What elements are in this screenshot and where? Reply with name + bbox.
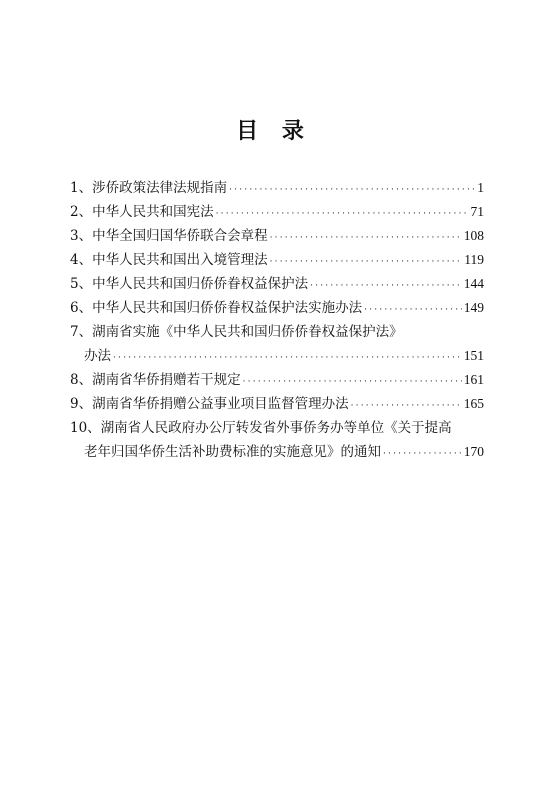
toc-entry-6[interactable] — [70, 296, 484, 320]
toc-entry-title-continued: 办法 — [84, 348, 111, 364]
toc-leader-dots — [364, 298, 462, 322]
toc-entry-number: 8、 — [70, 372, 93, 388]
toc-entry-9[interactable] — [70, 392, 484, 416]
toc-entry-title: 湖南省华侨捐赠公益事业项目监督管理办法 — [92, 396, 349, 412]
table-of-contents — [70, 176, 484, 464]
toc-leader-dots — [383, 442, 462, 466]
toc-entry-5[interactable] — [70, 272, 484, 296]
toc-entry-page: 170 — [463, 444, 484, 459]
toc-entry-page: 165 — [463, 396, 484, 411]
toc-entry-title: 中华人民共和国出入境管理法 — [92, 252, 268, 268]
toc-entry-title-continued: 老年归国华侨生活补助费标准的实施意见》的通知 — [84, 444, 381, 460]
toc-entry-number: 6、 — [70, 300, 93, 316]
toc-leader-dots — [113, 346, 462, 370]
toc-leader-dots — [351, 394, 462, 418]
toc-entry-page: 108 — [463, 228, 484, 243]
toc-entry-10[interactable] — [70, 416, 484, 464]
toc-entry-page: 151 — [463, 348, 484, 363]
toc-entry-number: 4、 — [70, 252, 93, 268]
toc-entry-1[interactable] — [70, 176, 484, 200]
toc-entry-number: 10、 — [70, 420, 101, 436]
toc-leader-dots — [310, 274, 462, 298]
toc-entry-8[interactable] — [70, 368, 484, 392]
toc-leader-dots — [270, 250, 463, 274]
toc-entry-7[interactable] — [70, 320, 484, 368]
toc-leader-dots — [216, 202, 469, 226]
toc-entry-page: 161 — [463, 372, 484, 387]
toc-entry-number: 7、 — [70, 324, 93, 340]
toc-entry-3[interactable] — [70, 224, 484, 248]
toc-entry-title: 湖南省人民政府办公厅转发省外事侨务办等单位《关于提高 — [100, 420, 452, 436]
toc-entry-2[interactable] — [70, 200, 484, 224]
toc-entry-title: 中华全国归国华侨联合会章程 — [92, 228, 268, 244]
toc-entry-title: 中华人民共和国宪法 — [92, 204, 214, 220]
toc-entry-number: 3、 — [70, 228, 93, 244]
toc-entry-page: 1 — [477, 180, 484, 195]
toc-entry-4[interactable] — [70, 248, 484, 272]
page-title: 目 录 — [236, 119, 312, 144]
toc-entry-number: 5、 — [70, 276, 93, 292]
toc-entry-page: 144 — [463, 276, 484, 291]
toc-entry-title: 中华人民共和国归侨侨眷权益保护法实施办法 — [92, 300, 363, 316]
toc-entry-number: 9、 — [70, 396, 93, 412]
toc-entry-title: 中华人民共和国归侨侨眷权益保护法 — [92, 276, 309, 292]
toc-entry-page: 119 — [464, 252, 484, 267]
toc-leader-dots — [270, 226, 462, 250]
toc-entry-title: 湖南省华侨捐赠若干规定 — [92, 372, 241, 388]
toc-entry-number: 2、 — [70, 204, 93, 220]
toc-entry-title: 涉侨政策法律法规指南 — [92, 180, 228, 196]
toc-entry-number: 1、 — [70, 180, 93, 196]
toc-leader-dots — [229, 178, 475, 202]
toc-entry-page: 149 — [463, 300, 484, 315]
toc-entry-page: 71 — [470, 204, 484, 219]
toc-leader-dots — [243, 370, 462, 394]
toc-entry-title: 湖南省实施《中华人民共和国归侨侨眷权益保护法》 — [92, 324, 403, 340]
